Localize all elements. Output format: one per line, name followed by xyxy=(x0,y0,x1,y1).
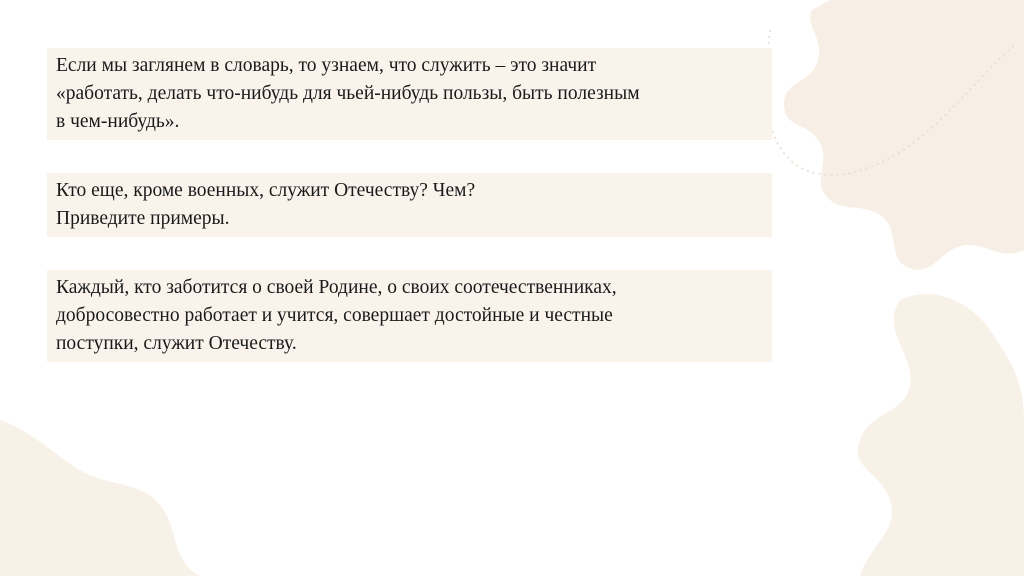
conclusion-text-box xyxy=(47,270,772,362)
conclusion-paragraph: Каждый, кто заботится о своей Родине, о своих соотечественниках, добросовестно работает и учится, совершает достойные и честные поступки, служит Отечеству. xyxy=(56,277,617,354)
definition-text-box xyxy=(47,48,772,140)
definition-paragraph: Если мы заглянем в словарь, то узнаем, что служить – это значит «работать, делать что-нибудь для чьей-нибудь пользы, быть полезным в чем-нибудь». xyxy=(56,55,640,132)
question-paragraph: Кто еще, кроме военных, служит Отечеству? Чем? Приведите примеры. xyxy=(56,180,476,229)
question-text-box xyxy=(47,173,772,237)
